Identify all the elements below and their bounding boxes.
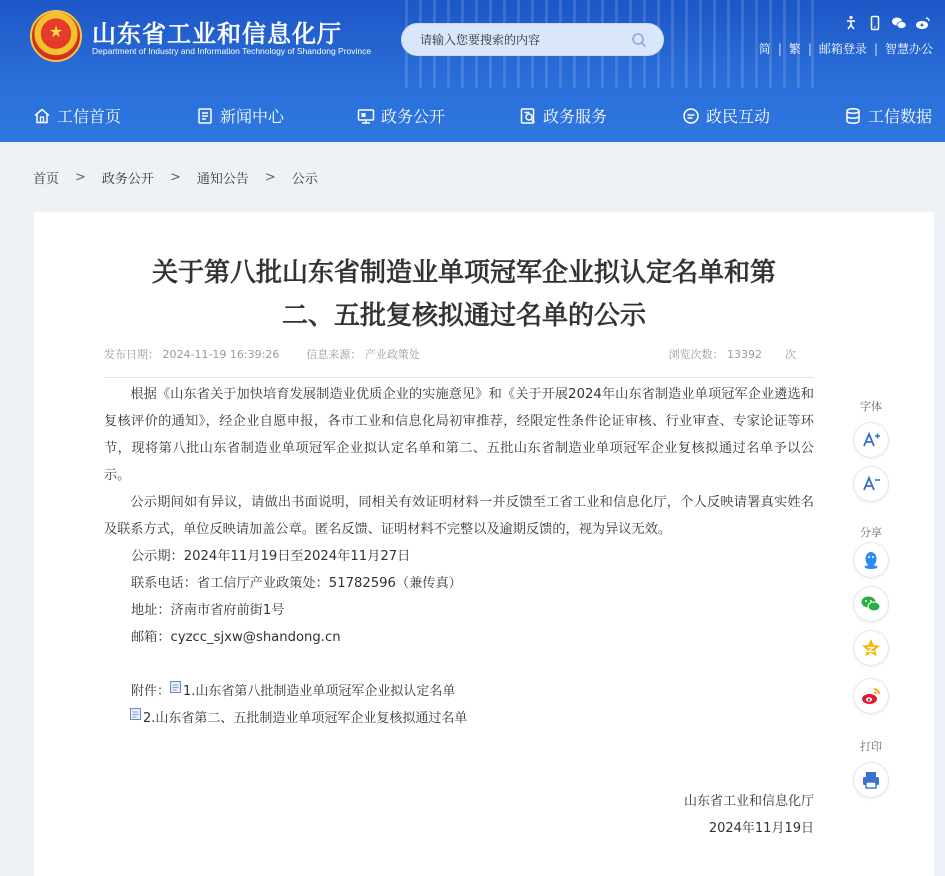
article-title-line: 二、五批复核拟通过名单的公示 [281, 301, 646, 331]
nav-item-label: 政民互动 [706, 107, 771, 126]
attachment-link-1[interactable]: 1.山东省第八批制造业单项冠军企业拟认定名单 [183, 684, 456, 699]
chat-icon [682, 107, 700, 125]
share-wechat-button[interactable] [853, 586, 889, 622]
document-icon [170, 681, 181, 693]
simplified-chinese-link[interactable]: 简 [758, 42, 771, 56]
contact-phone: 联系电话：省工信厅产业政策处：51782596（兼传真） [131, 576, 462, 591]
publish-date-label: 发布日期： [104, 348, 159, 361]
font-size-label: 字体 [860, 400, 882, 413]
views-label: 浏览次数： [668, 348, 724, 361]
nav-item-industry-data[interactable] [844, 104, 932, 127]
accessibility-icon[interactable] [843, 15, 859, 31]
share-qq-button[interactable] [853, 542, 889, 578]
paragraph: 根据《山东省关于加快培育发展制造业优质企业的实施意见》和《关于开展2024年山东省制造业单项冠军企业遴选和复核评价的通知》，经企业自愿申报，各市工业和信息化局初审推荐，经限定性条件论证审核、行业审查、专家论证等环节，现将第八批山东省制造业单项冠军企业拟认定名单和第二、五批山东省制造业单项冠军企业复核拟通过名单予以公示。 [104, 387, 814, 483]
share-label: 分享 [860, 526, 882, 539]
weibo-icon[interactable] [915, 15, 931, 31]
signature-org: 山东省工业和信息化厅 [683, 794, 814, 809]
nav-item-label: 政务服务 [543, 107, 608, 126]
breadcrumb-separator: > [75, 170, 86, 185]
national-emblem-icon[interactable]: ★ [30, 10, 82, 62]
news-icon [196, 107, 214, 125]
smart-office-link[interactable]: 智慧办公 [884, 42, 933, 56]
qzone-star-icon [860, 637, 882, 659]
site-title[interactable]: 山东省工业和信息化厅 [92, 20, 342, 48]
notice-period: 公示期：2024年11月19日至2024年11月27日 [131, 549, 411, 564]
breadcrumb-current[interactable]: 公示 [291, 172, 318, 187]
printer-icon [860, 769, 882, 791]
nav-item-home[interactable] [33, 104, 121, 127]
breadcrumb-home[interactable]: 首页 [33, 172, 60, 187]
wechat-share-icon [860, 593, 882, 615]
contact-email: 邮箱：cyzcc_sjxw@shandong.cn [131, 630, 341, 645]
nav-item-label: 新闻中心 [220, 107, 285, 126]
article-title-line: 关于第八批山东省制造业单项冠军企业拟认定名单和第 [151, 258, 776, 288]
nav-item-label: 政务公开 [381, 107, 446, 126]
nav-item-label: 工信首页 [57, 107, 122, 126]
breadcrumb-notices[interactable]: 通知公告 [196, 172, 249, 187]
contact-address: 地址：济南市省府前街1号 [131, 603, 285, 618]
mobile-icon[interactable] [867, 15, 883, 31]
nav-item-label: 工信数据 [868, 107, 933, 126]
font-increase-icon [860, 429, 882, 451]
service-icon [519, 107, 537, 125]
site-header [0, 0, 945, 142]
views-unit: 次 [785, 348, 796, 361]
weibo-share-icon [860, 685, 882, 707]
breadcrumb-separator: > [169, 170, 181, 185]
nav-item-government-affairs[interactable] [357, 104, 445, 127]
print-label: 打印 [860, 740, 882, 753]
share-weibo-button[interactable] [853, 678, 889, 714]
home-icon [33, 107, 51, 125]
print-button[interactable] [853, 762, 889, 798]
document-icon [130, 708, 141, 720]
screen-icon [357, 107, 375, 125]
mail-login-link[interactable]: 邮箱登录 [818, 42, 867, 56]
search-icon[interactable] [631, 32, 647, 48]
main-nav [0, 88, 945, 142]
search-box [401, 23, 664, 56]
link-separator: | [777, 41, 782, 56]
attachments [104, 678, 467, 732]
source-label: 信息来源： [306, 348, 362, 361]
nav-item-government-services[interactable] [519, 104, 607, 127]
traditional-chinese-link[interactable]: 繁 [788, 42, 801, 56]
article-title [104, 252, 824, 338]
header-tools [843, 15, 931, 31]
signature [684, 788, 814, 842]
database-icon [844, 107, 862, 125]
font-increase-button[interactable] [853, 422, 889, 458]
qq-icon [860, 549, 882, 571]
breadcrumb-government-affairs[interactable]: 政务公开 [101, 172, 154, 187]
attachment-label: 附件： [131, 684, 171, 699]
attachment-link-2[interactable]: 2.山东省第二、五批制造业单项冠军企业复核拟通过名单 [143, 711, 468, 726]
signature-date: 2024年11月19日 [708, 821, 814, 836]
link-separator: | [807, 41, 812, 56]
wechat-icon[interactable] [891, 15, 907, 31]
meta-divider [104, 377, 814, 378]
breadcrumb [33, 168, 318, 187]
article-body [104, 381, 814, 651]
views-count: 13392 [727, 348, 762, 361]
top-links [759, 40, 933, 57]
source: 产业政策处 [364, 348, 420, 361]
font-decrease-button[interactable] [853, 466, 889, 502]
nav-item-news[interactable] [196, 104, 284, 127]
article-card [34, 212, 934, 876]
breadcrumb-separator: > [264, 170, 276, 185]
publish-date: 2024-11-19 16:39:26 [162, 348, 280, 361]
search-input[interactable] [420, 30, 620, 50]
nav-item-public-interaction[interactable] [682, 104, 770, 127]
site-subtitle: Department of Industry and Information Technology of Shandong Province [92, 46, 372, 56]
link-separator: | [873, 41, 878, 56]
font-decrease-icon [860, 473, 882, 495]
share-qzone-button[interactable] [853, 630, 889, 666]
paragraph: 公示期间如有异议，请做出书面说明，同相关有效证明材料一并反馈至工省工业和信息化厅，个人反映请署真实姓名及联系方式，单位反映请加盖公章。匿名反馈、证明材料不完整以及逾期反馈的，视为异议无效。 [104, 495, 814, 537]
